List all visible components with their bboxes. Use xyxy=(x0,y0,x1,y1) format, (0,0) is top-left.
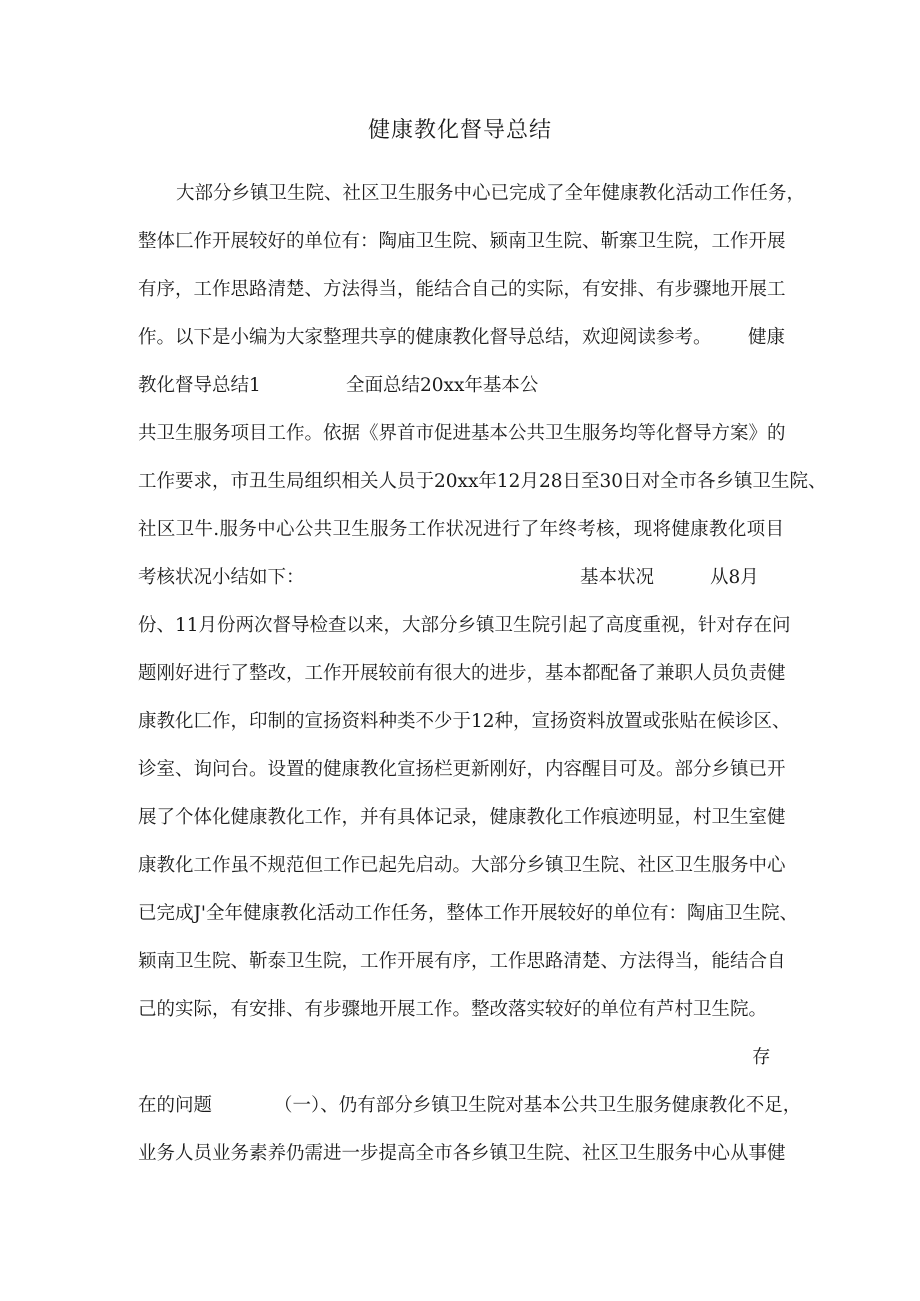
text-line: （一）、仍有部分乡镇卫生院对基本公共卫生服务健康教化不足， xyxy=(274,1095,802,1116)
text-line: 有序，工作思路清楚、方法得当，能结合自己的实际，有安排、有步骤地开展工 xyxy=(138,279,786,300)
text-line: 题刚好进行了整改，工作开展较前有很大的进步，基本都配备了兼职人员负责健 xyxy=(138,663,786,684)
text-line: 社区卫牛.服务中心公共卫生服务工作状况进行了年终考核，现将健康教化项目 xyxy=(138,519,784,540)
text-line: 己的实际，有安排、有步骤地开展工作。整改落实较好的单位有芦村卫生院。 xyxy=(138,999,768,1020)
document-title: 健康教化督导总结 xyxy=(367,118,552,143)
text-line: 健康 xyxy=(748,327,786,348)
text-line: 工作要求，市丑生局组织相关人员于20xx年12月28日至30日对全市各乡镇卫生院、 xyxy=(138,471,827,492)
text-line: 共卫生服务项目工作。依据《界首市促进基本公共卫生服务均等化督导方案》的 xyxy=(138,423,786,444)
subsection-heading: 基本状况 xyxy=(580,567,655,588)
text-line: 已完成J'全年健康教化活动工作任务，整体工作开展较好的单位有：陶庙卫生院、 xyxy=(138,903,799,924)
text-line: 考核状况小结如下： xyxy=(138,567,305,588)
text-line: 业务人员业务素养仍需进一步提高全市各乡镇卫生院、社区卫生服务中心从事健 xyxy=(138,1143,786,1164)
section-heading: 教化督导总结1 xyxy=(138,375,261,396)
text-line: 作。以下是小编为大家整理共享的健康教化督导总结，欢迎阅读参考。 xyxy=(138,327,712,348)
text-line: 存 xyxy=(752,1047,771,1068)
text-line: 从8月 xyxy=(710,567,759,588)
text-line: 整体匚作开展较好的单位有：陶庙卫生院、颍南卫生院、靳寨卫生院，工作开展 xyxy=(138,231,786,252)
subsection-heading: 在的问题 xyxy=(138,1095,213,1116)
text-line: 全面总结20xx年基本公 xyxy=(346,375,539,396)
text-line: 展了个体化健康教化工作，并有具体记录，健康教化工作痕迹明显，村卫生室健 xyxy=(138,807,786,828)
text-line: 康教化工作虽不规范但工作已起先启动。大部分乡镇卫生院、社区卫生服务中心 xyxy=(138,855,786,876)
text-line: 康教化匚作，印制的宣扬资料种类不少于12种，宣扬资料放置或张贴在候诊区、 xyxy=(138,711,791,732)
text-line: 大部分乡镇卫生院、社区卫生服务中心已完成了全年健康教化活动工作任务， xyxy=(176,183,806,204)
text-line: 诊室、询问台。设置的健康教化宣扬栏更新刚好，内容醒目可及。部分乡镇已开 xyxy=(138,759,786,780)
text-line: 颖南卫生院、靳泰卫生院，工作开展有序，工作思路清楚、方法得当，能结合自 xyxy=(138,951,786,972)
text-line: 份、11月份两次督导检查以来，大部分乡镇卫生院引起了高度重视，针对存在问 xyxy=(138,615,791,636)
